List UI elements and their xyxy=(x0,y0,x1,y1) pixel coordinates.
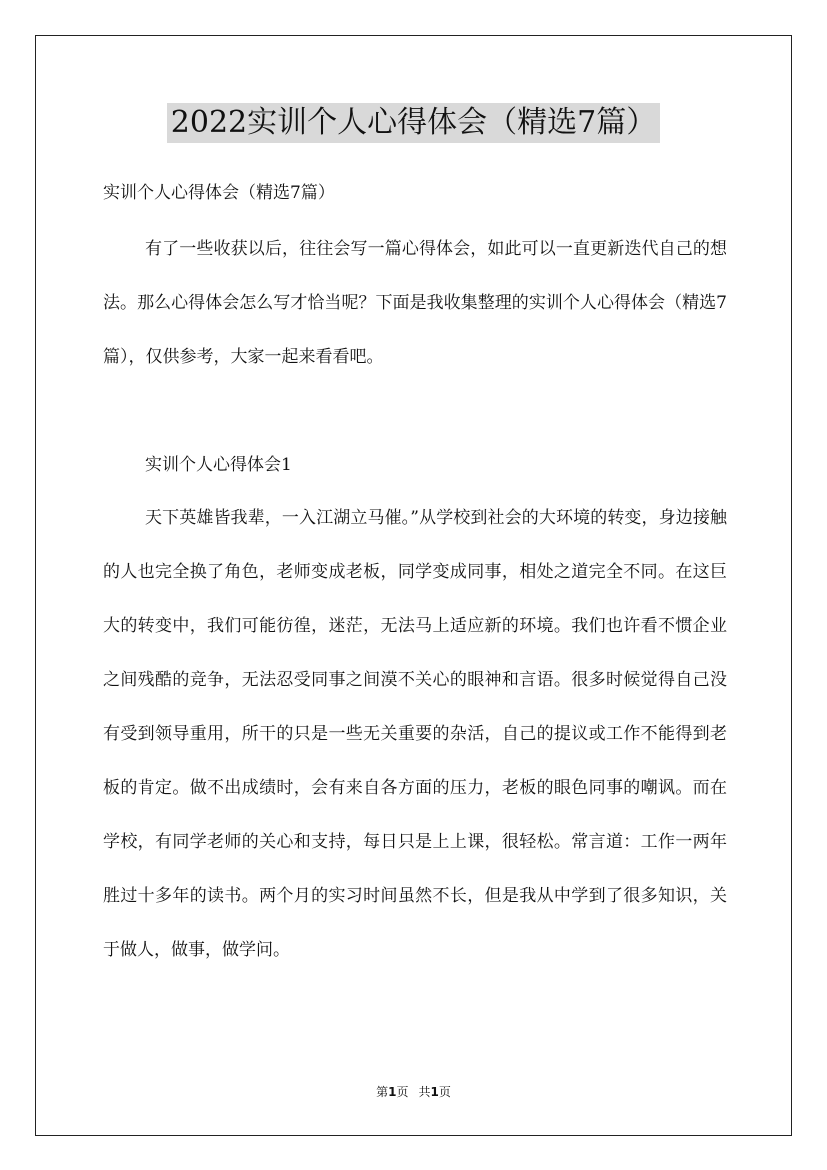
document-title xyxy=(0,102,827,143)
page-current: 1 xyxy=(388,1085,397,1099)
document-title-text: 2022实训个人心得体会（精选7篇） xyxy=(167,103,660,143)
page-prefix: 第 xyxy=(376,1085,389,1099)
total-suffix: 页 xyxy=(438,1085,451,1099)
page-footer xyxy=(0,1084,827,1100)
total-prefix: 共 xyxy=(418,1085,431,1099)
document-subtitle: 实训个人心得体会（精选7篇） xyxy=(103,183,335,203)
page-suffix: 页 xyxy=(396,1085,409,1099)
body-paragraph: 天下英雄皆我辈，一入江湖立马催。”从学校到社会的大环境的转变，身边接触的人也完全换了角色，老师变成老板，同学变成同事，相处之道完全不同。在这巨大的转变中，我们可能彷徨，迷茫，无法马上适应新的环境。我们也许看不惯企业之间残酷的竞争，无法忍受同事之间漠不关心的眼神和言语。很多时候觉得自己没有受到领导重用，所干的只是一些无关重要的杂活，自己的提议或工作不能得到老板的肯定。做不出成绩时，会有来自各方面的压力，老板的眼色同事的嘲讽。而在学校，有同学老师的关心和支持，每日只是上上课，很轻松。常言道：工作一两年胜过十多年的读书。两个月的实习时间虽然不长，但是我从中学到了很多知识，关于做人，做事，做学问。 xyxy=(103,508,727,960)
page-total: 1 xyxy=(430,1085,439,1099)
intro-paragraph: 有了一些收获以后，往往会写一篇心得体会，如此可以一直更新迭代自己的想法。那么心得体会怎么写才恰当呢？下面是我收集整理的实训个人心得体会（精选7篇），仅供参考，大家一起来看看吧。 xyxy=(103,239,727,367)
section-heading: 实训个人心得体会1 xyxy=(145,455,292,475)
